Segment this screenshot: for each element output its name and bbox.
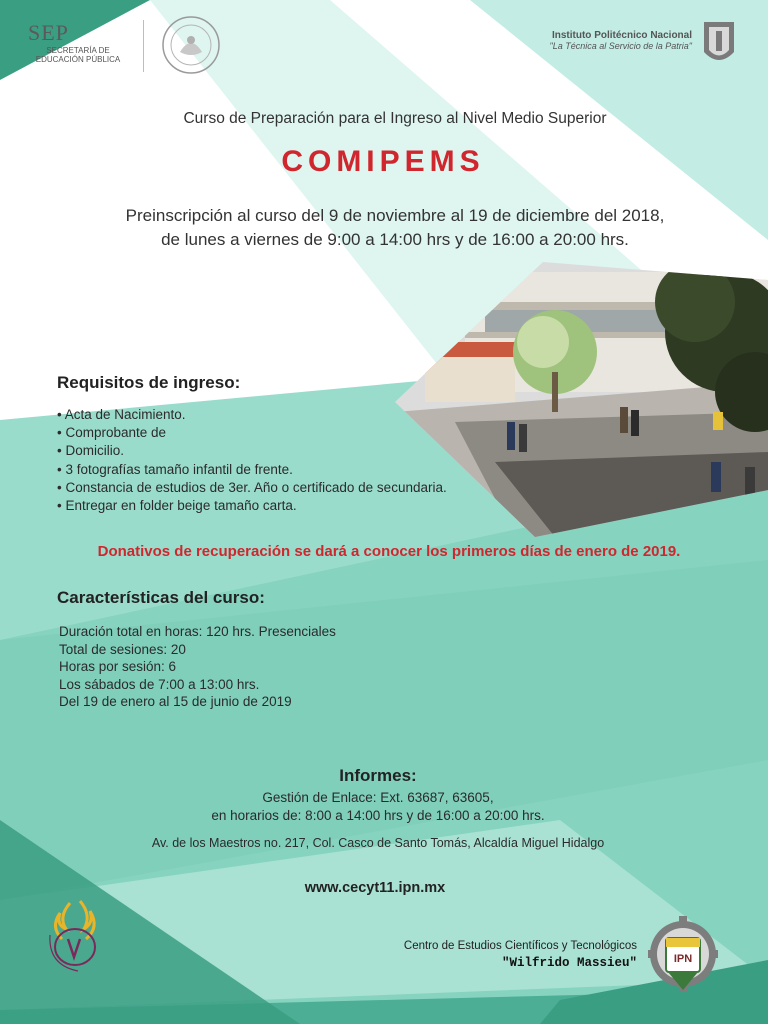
ipn-name: Instituto Politécnico Nacional — [551, 30, 692, 41]
prereg-line2: de lunes a viernes de 9:00 a 14:00 hrs y de 16:00 a 20:00 hrs. — [161, 230, 629, 249]
campus-photo — [395, 262, 768, 537]
sep-abbr: SEP — [28, 20, 69, 45]
list-item: • Comprobante de — [57, 425, 167, 441]
mexico-coat-of-arms-icon — [160, 14, 222, 76]
dems-logo-icon — [40, 895, 110, 975]
list-item: Del 19 de enero al 15 de junio de 2019 — [59, 694, 292, 710]
center-quote: "Wilfrido Massieu" — [501, 956, 637, 970]
ipn-header — [520, 30, 692, 51]
cecyt-badge-text: IPN — [673, 953, 693, 965]
ipn-shield-icon — [700, 18, 738, 70]
course-title: Curso de Preparación para el Ingreso al Nivel Medio Superior — [183, 110, 607, 127]
info-line2: en horarios de: 8:00 a 14:00 hrs y de 16:00 a 20:00 hrs. — [211, 808, 545, 823]
list-item: Duración total en horas: 120 hrs. Presenciales — [59, 624, 336, 639]
features-list — [59, 623, 336, 711]
requirements-title: Requisitos de ingreso: — [57, 373, 241, 392]
header-divider — [142, 20, 146, 72]
comipems-title: COMIPEMS — [281, 145, 485, 178]
sep-logo — [28, 20, 128, 72]
list-item: Horas por sesión: 6 — [59, 659, 177, 675]
prereg-line1: Preinscripción al curso del 9 de noviembre al 19 de diciembre del 2018, — [125, 206, 665, 225]
list-item: • 3 fotografías tamaño infantil de frente. — [57, 461, 293, 477]
sep-line1: SECRETARÍA DE — [46, 46, 110, 55]
requirements-list — [57, 406, 447, 515]
list-item: • Acta de Nacimiento. — [57, 407, 186, 422]
donations-notice: Donativos de recuperación se dará a conocer los primeros días de enero de 2019. — [97, 543, 681, 560]
info-line1: Gestión de Enlace: Ext. 63687, 63605, — [262, 790, 494, 805]
features-title: Características del curso: — [57, 588, 265, 607]
info-title: Informes: — [339, 766, 417, 785]
list-item: • Entregar en folder beige tamaño carta. — [57, 498, 297, 514]
list-item: • Domicilio. — [57, 443, 124, 459]
list-item: • Constancia de estudios de 3er. Año o certificado de secundaria. — [57, 479, 447, 495]
list-item: Total de sesiones: 20 — [59, 641, 186, 657]
preregistration-info — [0, 204, 768, 252]
center-name: Centro de Estudios Científicos y Tecnológicos — [403, 940, 637, 952]
website-link[interactable]: www.cecyt11.ipn.mx — [304, 880, 446, 896]
ipn-motto: "La Técnica al Servicio de la Patria" — [549, 41, 692, 51]
cecyt11-logo-icon — [648, 914, 718, 996]
sep-line2: EDUCACIÓN PÚBLICA — [35, 55, 121, 64]
list-item: Los sábados de 7:00 a 13:00 hrs. — [59, 676, 260, 692]
address: Av. de los Maestros no. 217, Col. Casco de Santo Tomás, Alcaldía Miguel Hidalgo — [151, 836, 605, 850]
